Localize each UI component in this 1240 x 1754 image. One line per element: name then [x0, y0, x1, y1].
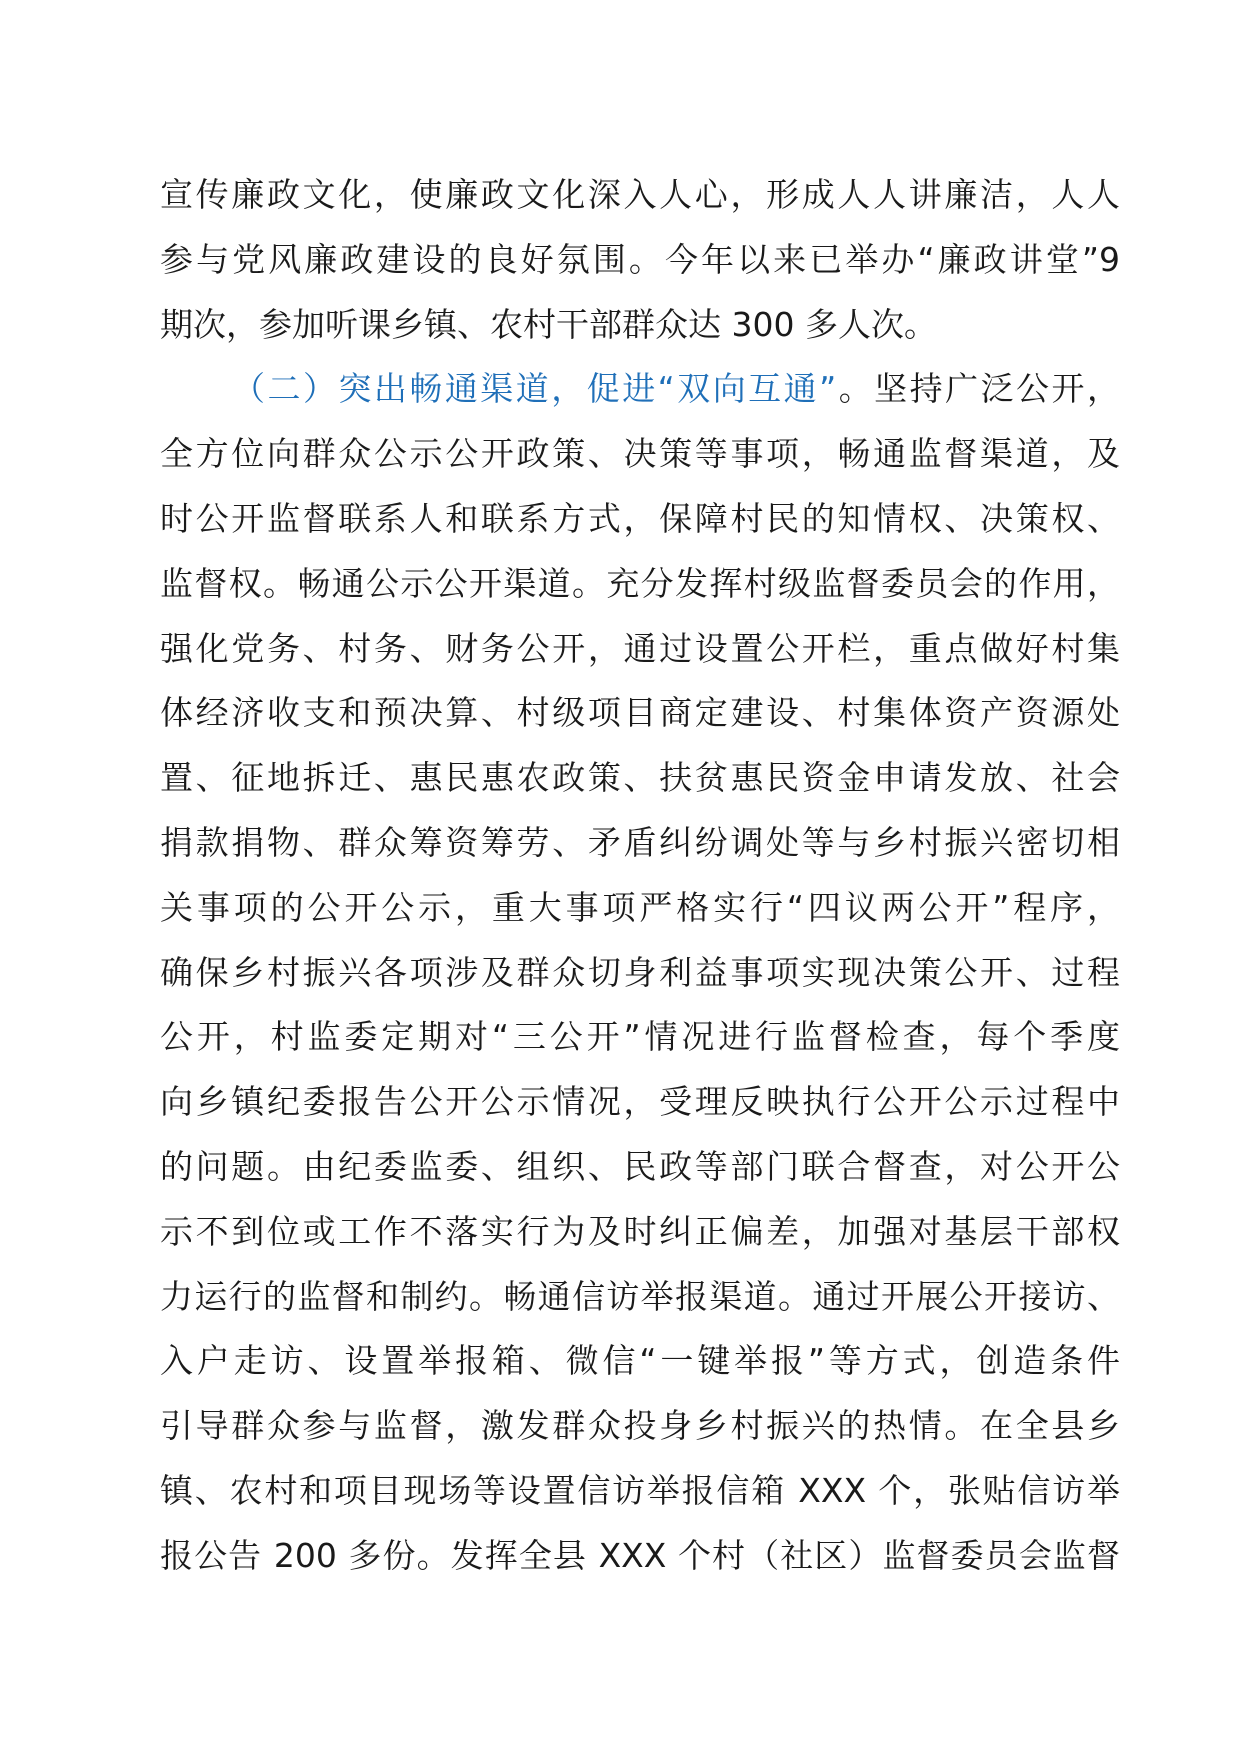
text-line: 入户走访、设置举报箱、微信“一键举报”等方式，创造条件	[160, 1341, 1120, 1381]
text-line: 置、征地拆迁、惠民惠农政策、扶贫惠民资金申请发放、社会	[160, 758, 1120, 798]
text-line: 参与党风廉政建设的良好氛围。今年以来已举办“廉政讲堂”9	[160, 239, 1120, 279]
text-line: 示不到位或工作不落实行为及时纠正偏差，加强对基层干部权	[160, 1211, 1120, 1251]
section-heading-line	[160, 357, 1120, 422]
section-heading: （二）突出畅通渠道，促进“双向互通”	[232, 369, 837, 409]
text-line: 宣传廉政文化，使廉政文化深入人心，形成人人讲廉洁，人人	[160, 175, 1120, 214]
text-line: 力运行的监督和制约。畅通信访举报渠道。通过开展公开接访、	[160, 1276, 1120, 1316]
text-line: 关事项的公开公示，重大事项严格实行“四议两公开”程序，	[160, 887, 1120, 927]
text-line: 向乡镇纪委报告公开公示情况，受理反映执行公开公示过程中	[160, 1082, 1120, 1122]
text-line: 体经济收支和预决算、村级项目商定建设、村集体资产资源处	[160, 693, 1120, 733]
text-line: 期次，参加听课乡镇、农村干部群众达 300 多人次。	[160, 304, 937, 344]
text-line: 全方位向群众公示公开政策、决策等事项，畅通监督渠道，及	[160, 434, 1120, 474]
text-line: 的问题。由纪委监委、组织、民政等部门联合督查，对公开公	[160, 1146, 1120, 1186]
text-line: 报公告 200 多份。发挥全县 XXX 个村（社区）监督委员会监督	[160, 1535, 1120, 1575]
text-line: 公开，村监委定期对“三公开”情况进行监督检查，每个季度	[160, 1017, 1120, 1057]
body-text	[160, 163, 1120, 1589]
text-line: 确保乡村振兴各项涉及群众切身利益事项实现决策公开、过程	[160, 952, 1120, 992]
text-line: 强化党务、村务、财务公开，通过设置公开栏，重点做好村集	[160, 628, 1120, 668]
section-heading-tail: 。坚持广泛公开，	[836, 369, 1120, 409]
text-line: 镇、农村和项目现场等设置信访举报信箱 XXX 个，张贴信访举	[160, 1470, 1120, 1510]
text-line: 监督权。畅通公示公开渠道。充分发挥村级监督委员会的作用，	[160, 563, 1120, 603]
text-line: 捐款捐物、群众筹资筹劳、矛盾纠纷调处等与乡村振兴密切相	[160, 822, 1120, 862]
text-line: 引导群众参与监督，激发群众投身乡村振兴的热情。在全县乡	[160, 1406, 1120, 1446]
text-line: 时公开监督联系人和联系方式，保障村民的知情权、决策权、	[160, 498, 1120, 538]
